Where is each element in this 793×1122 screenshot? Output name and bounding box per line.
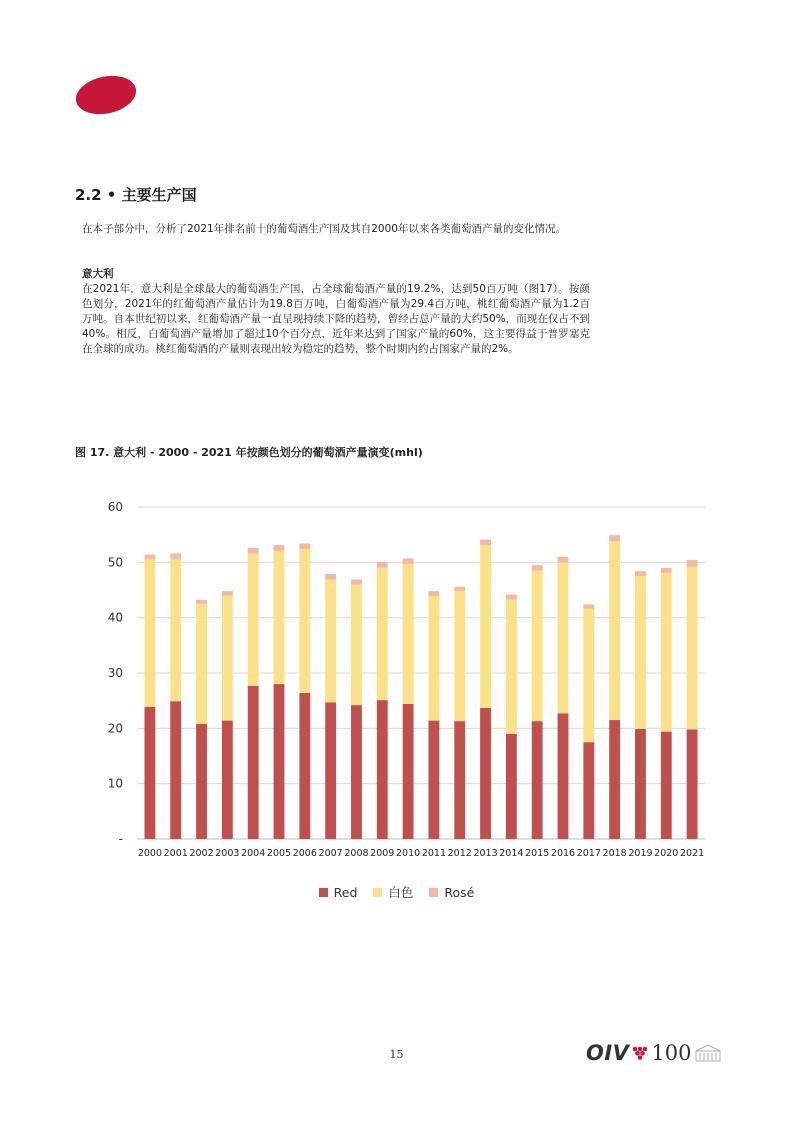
bar-segment-white bbox=[480, 545, 491, 708]
bar-segment-rose bbox=[687, 560, 698, 567]
x-tick-label: 2013 bbox=[473, 848, 498, 859]
legend-label-rose: Rosé bbox=[444, 884, 475, 900]
y-tick-label: - bbox=[118, 832, 123, 846]
x-tick-label: 2015 bbox=[525, 848, 550, 859]
x-tick-label: 2010 bbox=[395, 848, 421, 859]
bar-segment-red bbox=[687, 729, 698, 839]
bar-segment-white bbox=[609, 541, 620, 720]
bar-segment-red bbox=[144, 707, 155, 839]
bar-segment-red bbox=[661, 732, 672, 839]
x-tick-label: 2014 bbox=[499, 848, 524, 859]
legend-swatch-white bbox=[373, 888, 382, 897]
bar-segment-red bbox=[299, 693, 310, 839]
bar-segment-rose bbox=[454, 587, 465, 591]
x-tick-label: 2005 bbox=[266, 848, 292, 859]
bar-segment-red bbox=[325, 702, 336, 839]
x-tick-label: 2009 bbox=[370, 848, 395, 859]
stacked-bar-chart bbox=[95, 492, 710, 867]
bar-segment-white bbox=[299, 549, 310, 693]
bar-segment-rose bbox=[480, 540, 491, 546]
bar-segment-red bbox=[428, 721, 439, 839]
bar-segment-red bbox=[583, 742, 594, 839]
y-tick-label: 30 bbox=[107, 666, 123, 680]
legend-label-red: Red bbox=[333, 884, 358, 900]
bar-segment-white bbox=[377, 568, 388, 700]
x-tick-label: 2012 bbox=[447, 848, 472, 859]
page-number: 15 bbox=[389, 1048, 404, 1061]
bar-segment-rose bbox=[609, 535, 620, 541]
bar-segment-rose bbox=[635, 571, 646, 576]
bar-segment-red bbox=[532, 721, 543, 839]
bar-segment-rose bbox=[377, 562, 388, 568]
country-heading: 意大利 bbox=[82, 268, 114, 280]
bar-segment-white bbox=[428, 596, 439, 721]
bar-segment-white bbox=[144, 559, 155, 707]
bar-segment-rose bbox=[274, 545, 285, 551]
intro-paragraph: 在本子部分中，分析了2021年排名前十的葡萄酒生产国及其自2000年以来各类葡萄酒产量的变化情况。 bbox=[82, 223, 566, 235]
bar-segment-red bbox=[196, 724, 207, 839]
bar-segment-white bbox=[274, 551, 285, 684]
x-tick-label: 2000 bbox=[137, 848, 163, 859]
bar-segment-red bbox=[377, 700, 388, 839]
building-icon bbox=[695, 1044, 721, 1062]
y-tick-label: 40 bbox=[107, 610, 123, 625]
x-tick-label: 2007 bbox=[318, 848, 343, 859]
bar-segment-red bbox=[506, 734, 517, 839]
x-tick-label: 2004 bbox=[241, 848, 266, 859]
bar-segment-rose bbox=[506, 594, 517, 599]
x-tick-label: 2016 bbox=[550, 848, 576, 859]
bar-segment-white bbox=[351, 584, 362, 705]
bar-segment-white bbox=[687, 567, 698, 730]
bar-segment-red bbox=[351, 705, 362, 839]
bar-segment-rose bbox=[144, 555, 155, 559]
bar-segment-rose bbox=[299, 544, 310, 550]
y-tick-label: 20 bbox=[107, 721, 123, 736]
oiv-logo-text: OIV bbox=[586, 1041, 630, 1065]
bar-segment-rose bbox=[248, 548, 259, 554]
bar-segment-rose bbox=[428, 591, 439, 596]
oiv-logo bbox=[586, 1041, 721, 1065]
bar-segment-white bbox=[583, 609, 594, 742]
bar-segment-rose bbox=[661, 568, 672, 573]
bar-segment-red bbox=[403, 704, 414, 839]
bar-segment-rose bbox=[222, 591, 233, 595]
bar-segment-red bbox=[222, 721, 233, 839]
figure-caption: 图 17. 意大利 - 2000 - 2021 年按颜色划分的葡萄酒产量演变(mhl) bbox=[75, 446, 423, 459]
bar-segment-white bbox=[196, 604, 207, 724]
x-tick-label: 2006 bbox=[292, 848, 317, 859]
bar-segment-rose bbox=[558, 557, 569, 563]
bar-segment-red bbox=[274, 684, 285, 839]
x-tick-label: 2001 bbox=[163, 848, 188, 859]
x-tick-label: 2020 bbox=[654, 848, 679, 859]
y-tick-label: 50 bbox=[107, 555, 123, 570]
legend-swatch-red bbox=[319, 888, 328, 897]
x-tick-label: 2011 bbox=[421, 848, 447, 859]
bar-segment-red bbox=[480, 708, 491, 839]
bar-segment-white bbox=[403, 564, 414, 704]
section-title: 2.2 • 主要生产国 bbox=[75, 186, 197, 204]
bar-segment-red bbox=[609, 720, 620, 839]
bar-segment-red bbox=[558, 713, 569, 839]
bar-segment-rose bbox=[170, 553, 181, 558]
bar-segment-rose bbox=[351, 579, 362, 584]
x-tick-label: 2003 bbox=[215, 848, 240, 859]
x-tick-label: 2002 bbox=[189, 848, 214, 859]
y-tick-label: 10 bbox=[107, 776, 123, 791]
x-tick-label: 2021 bbox=[679, 848, 705, 859]
bar-segment-rose bbox=[532, 565, 543, 571]
bar-segment-rose bbox=[403, 558, 414, 564]
bar-segment-red bbox=[170, 701, 181, 839]
legend-item-rose bbox=[429, 883, 474, 901]
grape-icon bbox=[632, 1046, 648, 1060]
bar-segment-white bbox=[170, 558, 181, 701]
bar-segment-white bbox=[635, 576, 646, 729]
legend-label-white: 白色 bbox=[388, 885, 414, 900]
bar-segment-rose bbox=[196, 600, 207, 604]
bar-segment-white bbox=[222, 596, 233, 721]
bar-segment-white bbox=[558, 562, 569, 713]
country-paragraph: 在2021年，意大利是全球最大的葡萄酒生产国，占全球葡萄酒产量的19.2%，达到50百万吨（图17）。按颜色划分，2021年的红葡萄酒产量估计为19.8百万吨，白葡萄酒产量为29.4百万吨，桃红葡萄酒产量为1.2百万吨。自本世纪初以来，红葡萄酒产量一直呈现持续下降的趋势，曾经占总产量的大约50%，而现在仅占不到40%。相反，白葡萄酒产量增加了超过10个百分点，近年来达到了国家产量的60%，这主要得益于普罗塞克在全球的成功。桃红葡萄酒的产量则表现出较为稳定的趋势，整个时期内约占国家产量的2%。 bbox=[82, 283, 590, 355]
bar-segment-red bbox=[454, 721, 465, 839]
x-tick-label: 2017 bbox=[576, 848, 601, 859]
bar-segment-white bbox=[454, 591, 465, 721]
bar-segment-white bbox=[325, 579, 336, 702]
oiv-logo-number: 100 bbox=[651, 1041, 692, 1065]
bar-segment-white bbox=[248, 553, 259, 685]
bar-segment-white bbox=[532, 571, 543, 722]
bar-segment-red bbox=[635, 729, 646, 839]
red-blob-decoration bbox=[75, 75, 137, 115]
legend-item-red bbox=[319, 883, 358, 901]
bar-segment-white bbox=[506, 599, 517, 733]
bar-segment-white bbox=[661, 573, 672, 732]
bar-segment-rose bbox=[325, 574, 336, 580]
legend-item-white bbox=[373, 883, 413, 901]
x-tick-label: 2018 bbox=[602, 848, 627, 859]
legend-swatch-rose bbox=[429, 888, 438, 897]
x-tick-label: 2008 bbox=[344, 848, 369, 859]
bar-segment-rose bbox=[583, 604, 594, 608]
x-tick-label: 2019 bbox=[628, 848, 653, 859]
bar-segment-red bbox=[248, 686, 259, 839]
y-tick-label: 60 bbox=[107, 500, 123, 514]
chart-legend bbox=[0, 883, 793, 901]
